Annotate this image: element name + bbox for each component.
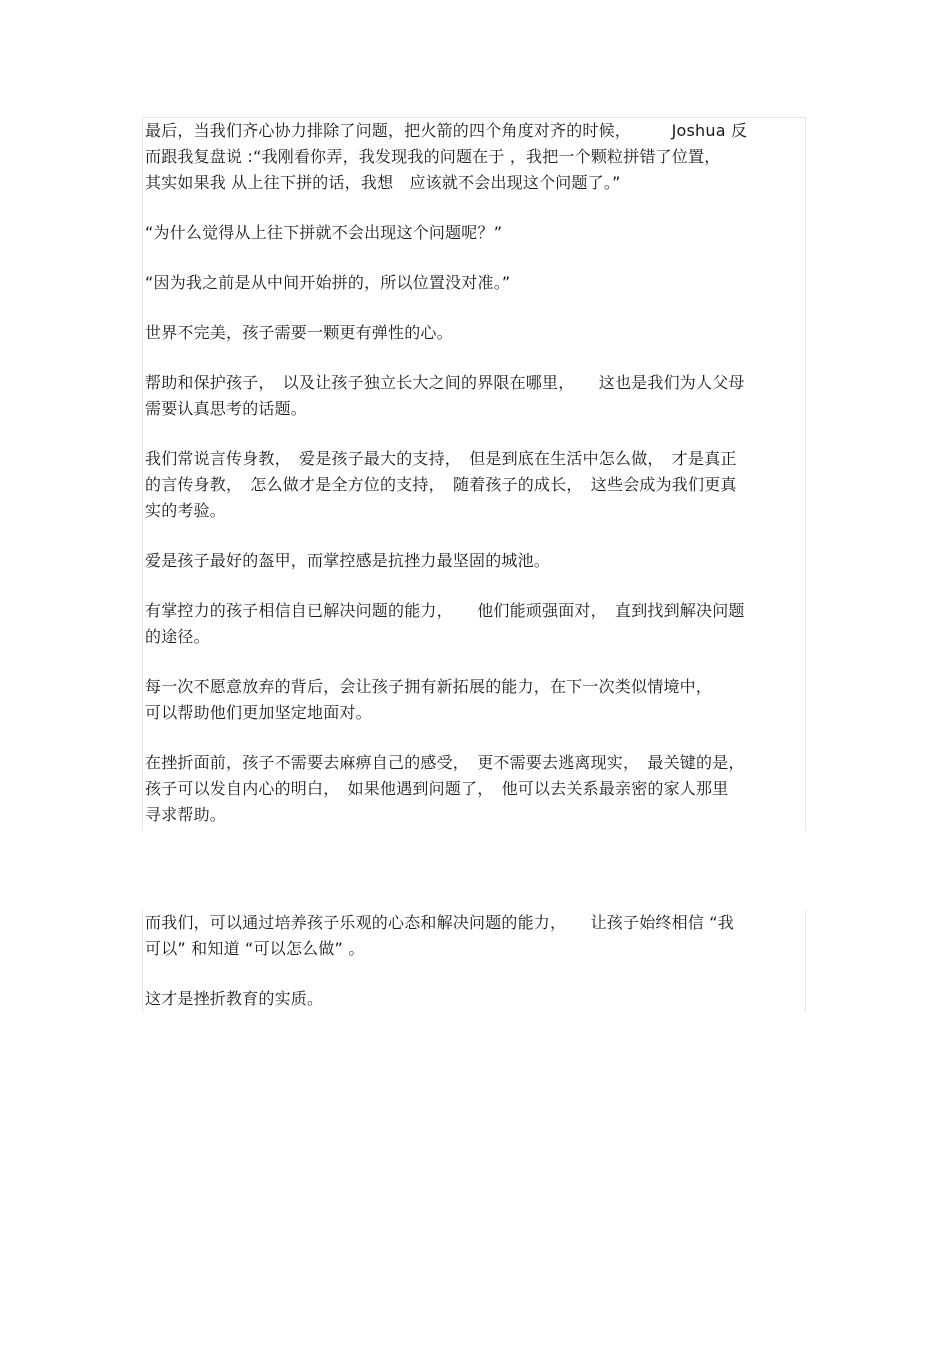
text-section-main: [142, 117, 806, 831]
paragraph-resilient-heart: 世界不完美，孩子需要一颗更有弹性的心。: [145, 323, 453, 342]
paragraph-question: “为什么觉得从上往下拼就不会出现这个问题呢？”: [145, 223, 503, 242]
paragraph-optimism: 而我们，可以通过培养孩子乐观的心态和解决问题的能力， 让孩子始终相信 “我 可以” 和知道 “可以怎么做” 。: [145, 913, 734, 958]
paragraph-boundaries: 帮助和保护孩子， 以及让孩子独立长大之间的界限在哪里， 这也是我们为人父母 需要认真思考的话题。: [145, 373, 745, 418]
paragraph-not-giving-up: 每一次不愿意放弃的背后，会让孩子拥有新拓展的能力，在下一次类似情境中， 可以帮助他们更加坚定地面对。: [145, 677, 713, 722]
paragraph-lead-by-example: 我们常说言传身教， 爱是孩子最大的支持， 但是到底在生活中怎么做， 才是真正 的言传身教， 怎么做才是全方位的支持， 随着孩子的成长， 这些会成为我们更真 实的考验。: [145, 449, 737, 520]
paragraph-facing-setbacks: 在挫折面前，孩子不需要去麻痹自己的感受， 更不需要去逃离现实， 最关键的是， 孩子可以发自内心的明白， 如果他遇到问题了， 他可以去关系最亲密的家人那里 寻求帮助。: [145, 753, 745, 824]
paragraph-rocket-recap: 最后，当我们齐心协力排除了问题，把火箭的四个角度对齐的时候， Joshua 反 而跟我复盘说 :“我刚看你弄，我发现我的问题在于 ，我把一个颗粒拼错了位置， 其实如果我 从上往下拼的话，我想 应该就不会出现这个问题了。”: [145, 121, 748, 192]
paragraph-sense-of-control: 有掌控力的孩子相信自已解决问题的能力， 他们能顽强面对， 直到找到解决问题 的途径。: [145, 601, 745, 646]
text-section-conclusion: [142, 910, 806, 1012]
paragraph-answer: “因为我之前是从中间开始拼的，所以位置没对准。”: [145, 273, 511, 292]
paragraph-love-armor: 爱是孩子最好的盔甲，而掌控感是抗挫力最坚固的城池。: [145, 551, 551, 570]
paragraph-essence: 这才是挫折教育的实质。: [145, 989, 324, 1008]
